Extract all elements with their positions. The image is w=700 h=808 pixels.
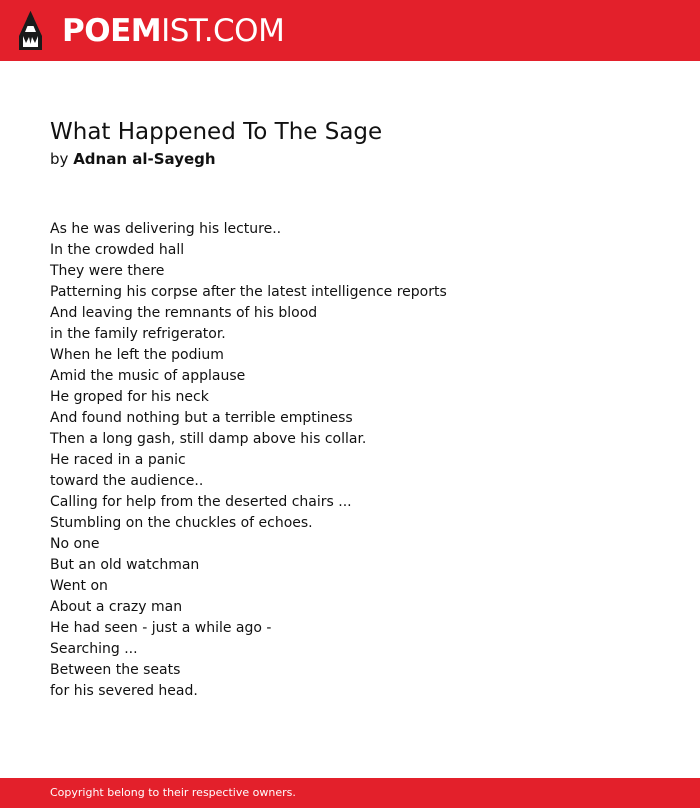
poem-line: Calling for help from the deserted chairs ... [50,494,352,510]
brand-bold-part: POEM [62,13,162,49]
poem-line: He raced in a panic [50,452,186,468]
poem-body [50,219,447,702]
poem-line: And found nothing but a terrible emptiness [50,410,353,426]
site-header [0,0,700,61]
brand-light-part: IST.COM [161,13,285,49]
pencil-tip-icon[interactable] [18,10,43,52]
poem-line: But an old watchman [50,557,200,573]
poem-line: In the crowded hall [50,242,185,258]
poem-line: When he left the podium [50,347,224,363]
site-logo-text[interactable] [62,12,284,50]
poem-line: Searching ... [50,641,138,657]
copyright-notice: Copyright belong to their respective owners. [50,786,296,799]
byline [50,148,216,170]
poem-line: As he was delivering his lecture.. [50,221,282,237]
poem-line: for his severed head. [50,683,198,699]
by-label: by [50,150,69,168]
poem-line: Then a long gash, still damp above his collar. [50,431,367,447]
poem-line: He had seen - just a while ago - [50,620,272,636]
poem-line: They were there [50,263,165,279]
poem-line: He groped for his neck [50,389,209,405]
poem-line: Patterning his corpse after the latest intelligence reports [50,284,447,300]
poem-line: No one [50,536,100,552]
poem-title: What Happened To The Sage [50,119,383,145]
poem-line: Amid the music of applause [50,368,246,384]
poem-line: Stumbling on the chuckles of echoes. [50,515,313,531]
author-name: Adnan al-Sayegh [73,150,216,168]
site-footer [0,778,700,808]
poem-line: toward the audience.. [50,473,204,489]
poem-line: in the family refrigerator. [50,326,226,342]
poem-line: And leaving the remnants of his blood [50,305,318,321]
poem-line: Between the seats [50,662,181,678]
poem-line: Went on [50,578,108,594]
poem-line: About a crazy man [50,599,183,615]
